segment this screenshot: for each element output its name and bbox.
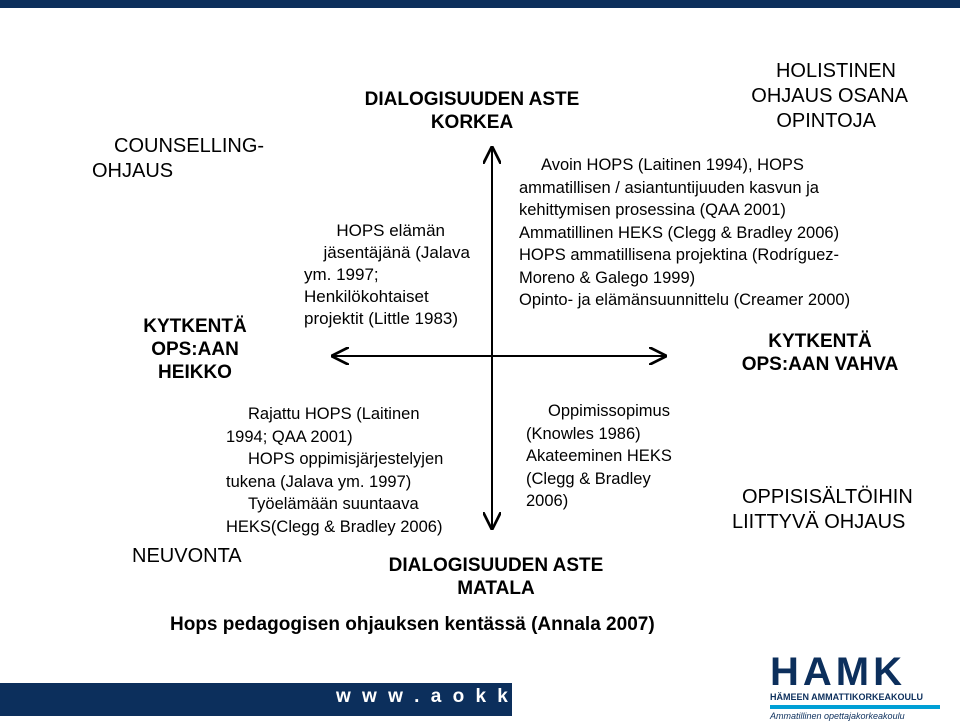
axis-label-right: KYTKENTÄ OPS:AAN VAHVA xyxy=(741,331,899,375)
corner-label-bottom-right: OPPISISÄLTÖIHIN LIITTYVÄ OHJAUS xyxy=(732,486,913,533)
hamk-logo: HAMK HÄMEEN AMMATTIKORKEAKOULU Ammatillinen opettajakorkeakoulu xyxy=(770,652,950,722)
caption: Hops pedagogisen ohjauksen kentässä (Annala 2007) xyxy=(170,614,655,635)
axis-label-top: DIALOGISUUDEN ASTE KORKEA xyxy=(364,89,580,133)
quadrant-bottom-left: Rajattu HOPS (Laitinen 1994; QAA 2001) HOPS oppimisjärjestelyjen tukena (Jalava ym. 1997) Työelämään suuntaava HEKS(Clegg & Bradley 2006) xyxy=(226,405,444,536)
corner-label-bottom-left: NEUVONTA xyxy=(132,545,242,567)
quadrant-top-right: Avoin HOPS (Laitinen 1994), HOPS ammatillisen / asiantuntijuuden kasvun ja kehittymisen prosessina (QAA 2001) Ammatillinen HEKS (Clegg & Bradley 2006) HOPS ammatillisena projektina (Rodríguez- Moreno & Galego 1999) Opinto- ja elämänsuunnittelu (Creamer 2000) xyxy=(519,156,851,309)
quadrant-top-left: HOPS elämän jäsentäjänä (Jalava ym. 1997; Henkilökohtaiset projektit (Little 1983) xyxy=(304,221,470,328)
footer-url-link[interactable]: w w w . a o k k . f i xyxy=(336,686,562,707)
quadrant-bottom-right: Oppimissopimus (Knowles 1986) Akateeminen HEKS (Clegg & Bradley 2006) xyxy=(526,402,672,510)
axis-label-left: KYTKENTÄ OPS:AAN HEIKKO xyxy=(143,316,247,383)
axis-label-bottom: DIALOGISUUDEN ASTE MATALA xyxy=(388,555,604,599)
corner-label-top-right: HOLISTINEN OHJAUS OSANA OPINTOJA xyxy=(751,60,908,132)
corner-label-top-left: COUNSELLING- OHJAUS xyxy=(92,135,265,182)
